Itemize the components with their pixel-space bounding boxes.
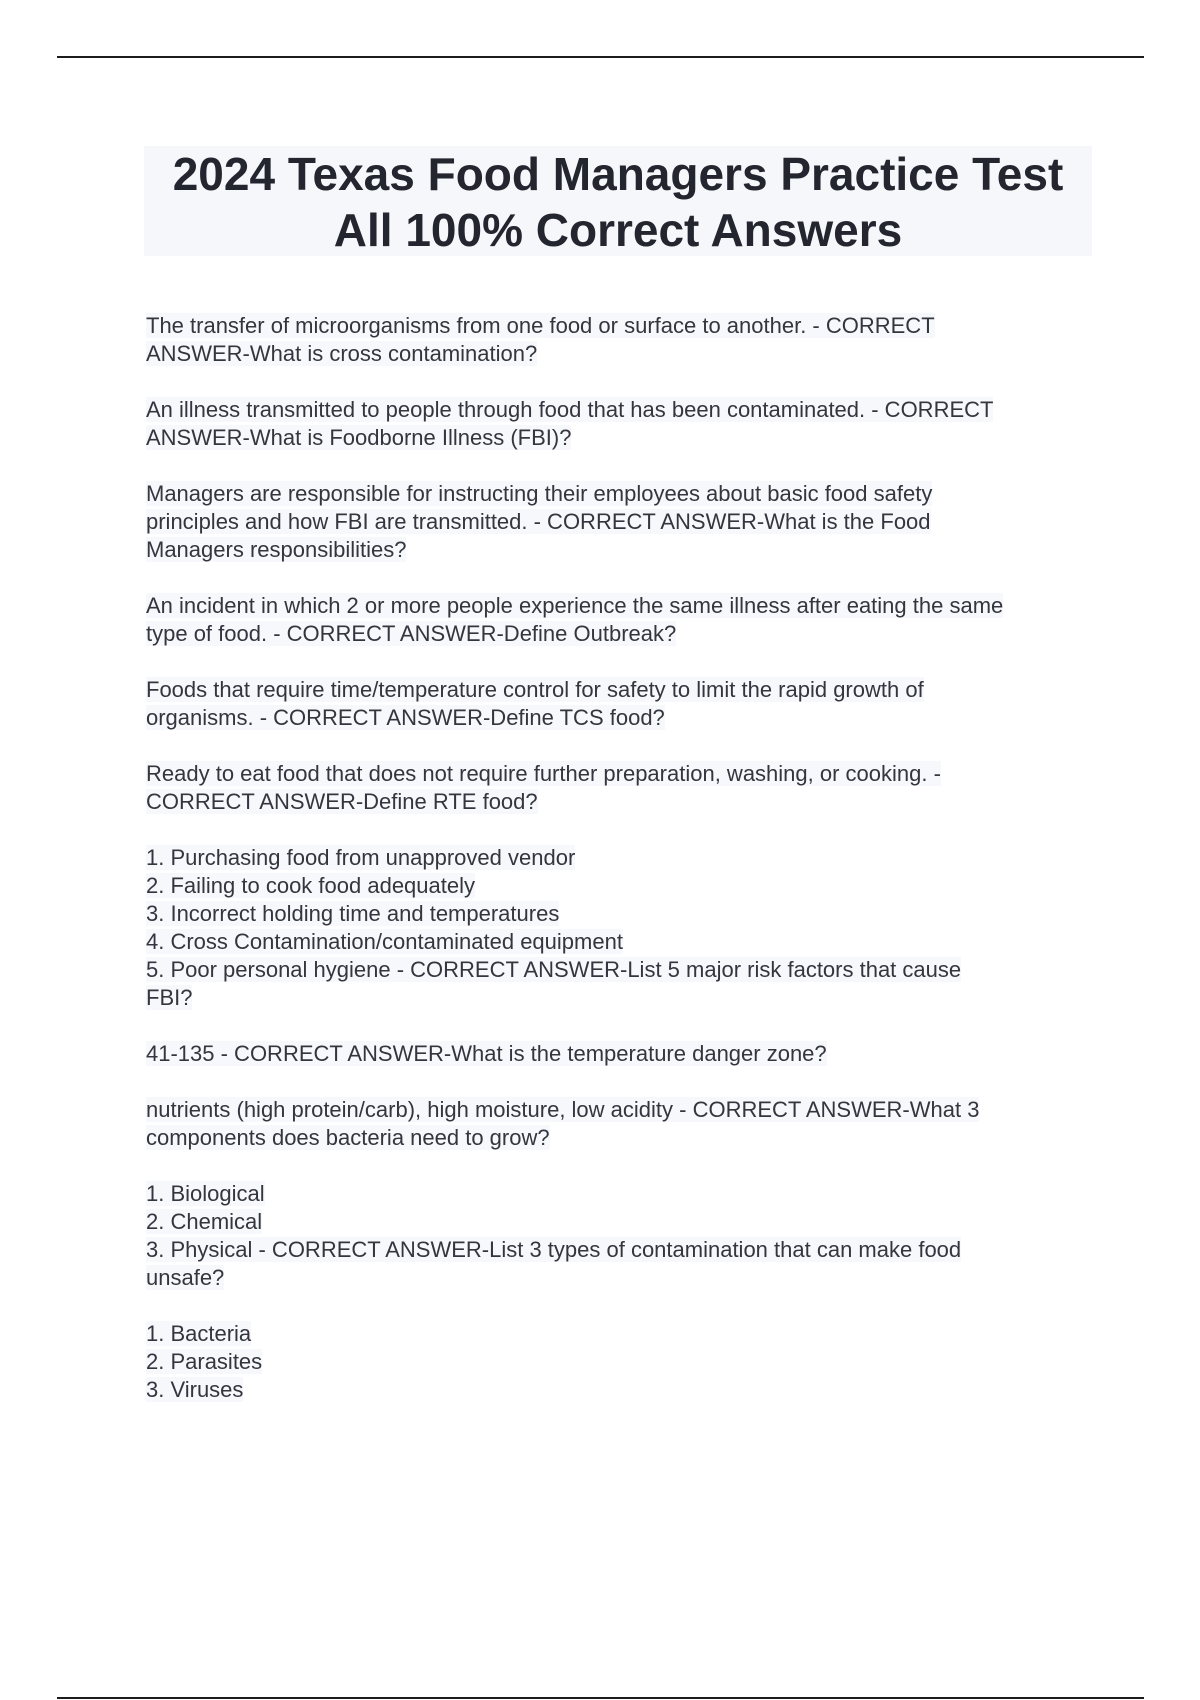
qa-line-text: 1. Bacteria xyxy=(146,1321,252,1346)
qa-line-text: organisms. - CORRECT ANSWER-Define TCS food? xyxy=(146,705,665,730)
qa-line xyxy=(146,760,1096,788)
qa-line xyxy=(146,1264,1096,1292)
qa-entry xyxy=(146,1040,1096,1068)
qa-line-text: type of food. - CORRECT ANSWER-Define Outbreak? xyxy=(146,621,677,646)
qa-line-text: An incident in which 2 or more people experience the same illness after eating the same xyxy=(146,593,1004,618)
qa-line xyxy=(146,508,1096,536)
qa-line xyxy=(146,1348,1096,1376)
qa-line xyxy=(146,1236,1096,1264)
qa-line xyxy=(146,1208,1096,1236)
qa-line-text: Managers are responsible for instructing their employees about basic food safety xyxy=(146,481,933,506)
qa-entry xyxy=(146,760,1096,816)
top-divider xyxy=(57,56,1144,58)
qa-entry xyxy=(146,1096,1096,1152)
qa-line-text: 1. Biological xyxy=(146,1181,265,1206)
qa-line xyxy=(146,844,1096,872)
qa-line-text: Managers responsibilities? xyxy=(146,537,407,562)
qa-line xyxy=(146,1320,1096,1348)
bottom-divider xyxy=(57,1697,1144,1699)
qa-line xyxy=(146,592,1096,620)
qa-line-text: FBI? xyxy=(146,985,193,1010)
qa-line-text: CORRECT ANSWER-Define RTE food? xyxy=(146,789,538,814)
qa-line-text: Ready to eat food that does not require further preparation, washing, or cooking. - xyxy=(146,761,941,786)
qa-entry xyxy=(146,592,1096,648)
qa-entry xyxy=(146,1320,1096,1404)
qa-line-text: 4. Cross Contamination/contaminated equipment xyxy=(146,929,623,954)
qa-line-text: unsafe? xyxy=(146,1265,225,1290)
qa-line-text: 2. Failing to cook food adequately xyxy=(146,873,476,898)
qa-line xyxy=(146,396,1096,424)
qa-line-text: 41-135 - CORRECT ANSWER-What is the temperature danger zone? xyxy=(146,1041,827,1066)
qa-line-text: 3. Physical - CORRECT ANSWER-List 3 types of contamination that can make food xyxy=(146,1237,962,1262)
qa-line xyxy=(146,1180,1096,1208)
qa-line xyxy=(146,340,1096,368)
qa-entry xyxy=(146,844,1096,1012)
qa-line-text: 3. Incorrect holding time and temperatures xyxy=(146,901,560,926)
qa-line-text: nutrients (high protein/carb), high moisture, low acidity - CORRECT ANSWER-What 3 xyxy=(146,1097,980,1122)
qa-line xyxy=(146,956,1096,984)
qa-line xyxy=(146,1376,1096,1404)
qa-entry xyxy=(146,480,1096,564)
qa-line xyxy=(146,1040,1096,1068)
qa-line-text: 1. Purchasing food from unapproved vendor xyxy=(146,845,576,870)
qa-line-text: 2. Parasites xyxy=(146,1349,263,1374)
qa-line-text: ANSWER-What is cross contamination? xyxy=(146,341,538,366)
qa-line xyxy=(146,704,1096,732)
qa-line xyxy=(146,424,1096,452)
title-line-2: All 100% Correct Answers xyxy=(333,204,903,256)
qa-line xyxy=(146,536,1096,564)
qa-line xyxy=(146,984,1096,1012)
qa-line xyxy=(146,620,1096,648)
qa-line-text: 5. Poor personal hygiene - CORRECT ANSWER-List 5 major risk factors that cause xyxy=(146,957,962,982)
qa-line xyxy=(146,1124,1096,1152)
qa-entry xyxy=(146,396,1096,452)
qa-entry xyxy=(146,312,1096,368)
qa-line xyxy=(146,928,1096,956)
qa-line xyxy=(146,788,1096,816)
qa-line xyxy=(146,1096,1096,1124)
qa-line-text: 3. Viruses xyxy=(146,1377,244,1402)
title-line-1: 2024 Texas Food Managers Practice Test xyxy=(172,148,1064,200)
qa-line-text: The transfer of microorganisms from one food or surface to another. - CORRECT xyxy=(146,313,935,338)
qa-list xyxy=(146,312,1096,1432)
document-title xyxy=(144,146,1092,256)
qa-line-text: 2. Chemical xyxy=(146,1209,263,1234)
qa-line xyxy=(146,872,1096,900)
qa-line xyxy=(146,900,1096,928)
qa-line xyxy=(146,676,1096,704)
qa-line-text: An illness transmitted to people through food that has been contaminated. - CORRECT xyxy=(146,397,994,422)
qa-entry xyxy=(146,1180,1096,1292)
qa-line-text: ANSWER-What is Foodborne Illness (FBI)? xyxy=(146,425,572,450)
qa-line-text: principles and how FBI are transmitted. - CORRECT ANSWER-What is the Food xyxy=(146,509,931,534)
qa-line xyxy=(146,480,1096,508)
qa-line xyxy=(146,312,1096,340)
qa-line-text: components does bacteria need to grow? xyxy=(146,1125,550,1150)
qa-entry xyxy=(146,676,1096,732)
qa-line-text: Foods that require time/temperature control for safety to limit the rapid growth of xyxy=(146,677,924,702)
